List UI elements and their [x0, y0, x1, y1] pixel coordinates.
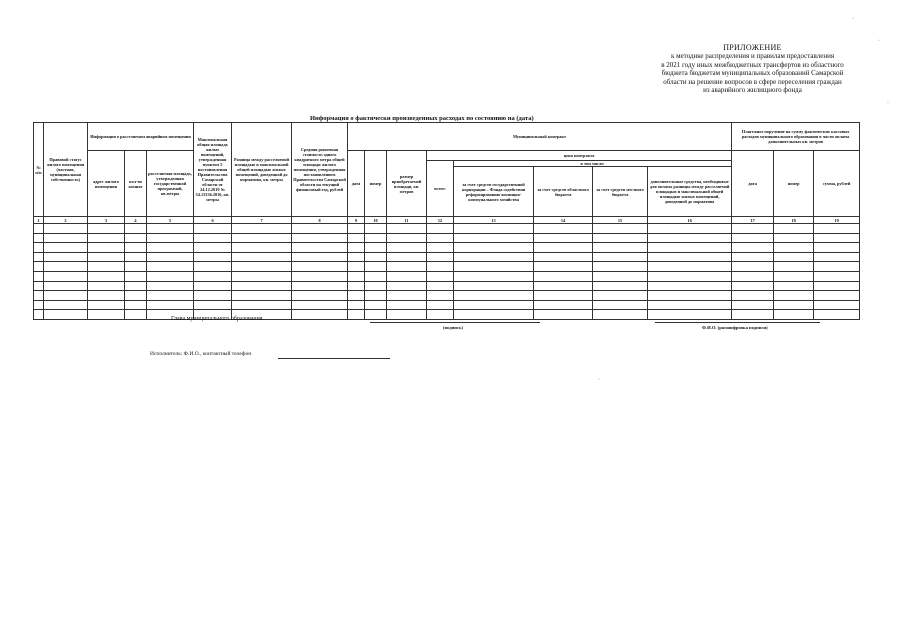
table-cell: [194, 271, 232, 281]
table-cell: [44, 300, 88, 310]
table-cell: [534, 233, 593, 243]
col-number: 17: [732, 217, 774, 224]
table-cell: [88, 291, 125, 301]
table-cell: [232, 291, 292, 301]
table-cell: [125, 252, 147, 262]
table-cell: [34, 224, 44, 234]
table-cell: [732, 300, 774, 310]
table-row: [34, 310, 860, 320]
table-cell: [44, 243, 88, 253]
table-cell: [348, 300, 365, 310]
scan-mark: ·: [887, 100, 889, 106]
table-cell: [814, 281, 860, 291]
table-cell: [34, 262, 44, 272]
table-cell: [232, 233, 292, 243]
table-cell: [454, 224, 534, 234]
table-cell: [534, 262, 593, 272]
table-cell: [365, 281, 387, 291]
header-pay-sum: сумма, рублей: [814, 151, 860, 217]
table-cell: [125, 310, 147, 320]
table-row: [34, 233, 860, 243]
header-address: адрес жилого помещения: [88, 151, 125, 217]
table-cell: [593, 262, 648, 272]
header-total: всего:: [427, 161, 454, 217]
table-cell: [348, 224, 365, 234]
col-number: 13: [454, 217, 534, 224]
table-cell: [774, 262, 814, 272]
col-number: 9: [348, 217, 365, 224]
table-cell: [348, 243, 365, 253]
table-cell: [454, 310, 534, 320]
table-cell: [427, 291, 454, 301]
appendix-line: в 2021 году иных межбюджетных трансфертов из областного: [661, 60, 844, 69]
table-cell: [125, 233, 147, 243]
header-rooms: кол-во комнат: [125, 151, 147, 217]
col-number: 10: [365, 217, 387, 224]
header-avg-cost: Средняя рыночная стоимость одного квадратного метра общей площади жилого помещения, утвержденная постановлением Правительства Самарской области на текущий финансовый год, рублей: [292, 123, 348, 217]
table-cell: [648, 243, 732, 253]
table-cell: [232, 271, 292, 281]
signature-caption: (подпись): [443, 325, 463, 330]
table-cell: [147, 262, 194, 272]
table-cell: [648, 224, 732, 234]
table-cell: [732, 262, 774, 272]
table-cell: [814, 252, 860, 262]
table-cell: [125, 300, 147, 310]
table-cell: [232, 243, 292, 253]
table-cell: [88, 271, 125, 281]
table-cell: [814, 291, 860, 301]
table-cell: [814, 262, 860, 272]
table-cell: [427, 243, 454, 253]
table-cell: [292, 281, 348, 291]
table-cell: [593, 281, 648, 291]
table-cell: [365, 243, 387, 253]
table-cell: [593, 233, 648, 243]
table-cell: [292, 252, 348, 262]
table-cell: [593, 310, 648, 320]
table-cell: [292, 300, 348, 310]
table-cell: [732, 243, 774, 253]
table-cell: [454, 233, 534, 243]
scan-mark: ·: [852, 16, 854, 22]
table-title: Информация о фактически произведенных расходах по состоянию на (дата): [310, 115, 534, 122]
table-cell: [365, 262, 387, 272]
table-cell: [194, 233, 232, 243]
table-cell: [427, 262, 454, 272]
table-row: [34, 224, 860, 234]
table-cell: [732, 281, 774, 291]
col-number: 8: [292, 217, 348, 224]
table-cell: [593, 300, 648, 310]
table-row: [34, 300, 860, 310]
header-number: номер: [365, 151, 387, 217]
table-cell: [774, 310, 814, 320]
table-cell: [427, 252, 454, 262]
col-number: 19: [814, 217, 860, 224]
table-cell: [44, 310, 88, 320]
table-cell: [125, 271, 147, 281]
table-cell: [125, 262, 147, 272]
table-cell: [194, 281, 232, 291]
table-cell: [774, 233, 814, 243]
table-cell: [454, 300, 534, 310]
table-cell: [348, 233, 365, 243]
header-pay-number: номер: [774, 151, 814, 217]
executor-label: Исполнитель: Ф.И.О., контактный телефон: [150, 351, 252, 357]
col-number: 16: [648, 217, 732, 224]
table-cell: [147, 281, 194, 291]
table-cell: [34, 233, 44, 243]
table-cell: [292, 291, 348, 301]
appendix-line: бюджета бюджетам муниципальных образований Самарской: [661, 69, 844, 78]
table-cell: [774, 252, 814, 262]
header-pay-date: дата: [732, 151, 774, 217]
table-cell: [648, 271, 732, 281]
table-cell: [34, 310, 44, 320]
table-cell: [387, 281, 427, 291]
header-incl: в том числе:: [454, 161, 732, 167]
table-cell: [593, 243, 648, 253]
signature-line: [370, 322, 540, 323]
table-row: [34, 243, 860, 253]
table-cell: [387, 271, 427, 281]
table-cell: [648, 300, 732, 310]
table-row: [34, 291, 860, 301]
table-cell: [34, 271, 44, 281]
table-cell: [814, 233, 860, 243]
table-cell: [44, 252, 88, 262]
table-cell: [365, 300, 387, 310]
table-cell: [147, 243, 194, 253]
col-number: 18: [774, 217, 814, 224]
table-cell: [365, 233, 387, 243]
table-cell: [774, 271, 814, 281]
header-price: цена контракта: [427, 151, 732, 161]
table-cell: [194, 252, 232, 262]
table-cell: [732, 252, 774, 262]
table-cell: [648, 310, 732, 320]
table-cell: [427, 271, 454, 281]
appendix-heading: ПРИЛОЖЕНИЕ: [723, 43, 782, 52]
table-cell: [194, 243, 232, 253]
col-number: 4: [125, 217, 147, 224]
table-cell: [232, 281, 292, 291]
table-cell: [34, 252, 44, 262]
table-cell: [44, 291, 88, 301]
header-info-emergency: Информация о расселяемом аварийном помещении: [88, 123, 194, 151]
col-number: 7: [232, 217, 292, 224]
table-cell: [44, 281, 88, 291]
table-cell: [232, 262, 292, 272]
table-cell: [593, 291, 648, 301]
table-cell: [732, 291, 774, 301]
header-contract: Муниципальный контракт: [348, 123, 732, 151]
col-number: 15: [593, 217, 648, 224]
table-cell: [387, 310, 427, 320]
table-cell: [292, 310, 348, 320]
table-cell: [44, 271, 88, 281]
table-body: [34, 224, 860, 320]
col-number: 1: [34, 217, 44, 224]
table-cell: [454, 262, 534, 272]
table-cell: [232, 252, 292, 262]
table-cell: [292, 271, 348, 281]
table-cell: [348, 281, 365, 291]
table-cell: [648, 281, 732, 291]
table-cell: [88, 262, 125, 272]
table-cell: [365, 310, 387, 320]
col-number: 11: [387, 217, 427, 224]
table-cell: [34, 243, 44, 253]
table-row: [34, 271, 860, 281]
col-number: 3: [88, 217, 125, 224]
header-regional: за счет средств областного бюджета: [534, 167, 593, 217]
col-number: 5: [147, 217, 194, 224]
table-cell: [732, 271, 774, 281]
table-cell: [34, 291, 44, 301]
table-cell: [387, 300, 427, 310]
table-cell: [147, 300, 194, 310]
table-cell: [44, 262, 88, 272]
table-cell: [774, 281, 814, 291]
table-cell: [292, 233, 348, 243]
table-cell: [593, 271, 648, 281]
table-cell: [194, 291, 232, 301]
table-cell: [194, 224, 232, 234]
table-cell: [534, 243, 593, 253]
table-cell: [774, 291, 814, 301]
table-cell: [348, 271, 365, 281]
table-cell: [534, 252, 593, 262]
table-cell: [534, 300, 593, 310]
table-cell: [232, 224, 292, 234]
table-cell: [194, 300, 232, 310]
table-cell: [814, 243, 860, 253]
table-cell: [34, 281, 44, 291]
appendix-block: [640, 44, 865, 94]
table-cell: [732, 224, 774, 234]
table-cell: [125, 291, 147, 301]
table-cell: [427, 300, 454, 310]
table-cell: [427, 233, 454, 243]
name-line: [655, 322, 820, 323]
table-cell: [774, 243, 814, 253]
table-cell: [147, 252, 194, 262]
table-cell: [387, 262, 427, 272]
table-cell: [534, 281, 593, 291]
table-cell: [88, 252, 125, 262]
header-max-area: Максимальная общая площадь жилых помещений, утвержденная пунктом 5 постановления Правительства Самарской области от 24.12.2019 № 54.13336.2016, кв. метры: [194, 123, 232, 217]
table-cell: [365, 252, 387, 262]
table-cell: [292, 262, 348, 272]
table-cell: [387, 233, 427, 243]
table-cell: [454, 291, 534, 301]
table-cell: [814, 310, 860, 320]
table-cell: [365, 271, 387, 281]
table-cell: [814, 271, 860, 281]
table-cell: [732, 310, 774, 320]
table-cell: [147, 224, 194, 234]
table-cell: [534, 224, 593, 234]
table-cell: [774, 224, 814, 234]
table-cell: [348, 291, 365, 301]
table-cell: [348, 262, 365, 272]
table-cell: [454, 281, 534, 291]
scan-mark: ·: [878, 38, 880, 44]
table-cell: [147, 291, 194, 301]
table-cell: [232, 300, 292, 310]
header-fund: за счет средств государственной корпорации – Фонда содействия реформированию жилищно-коммунального хозяйства: [454, 167, 534, 217]
appendix-line: к методике распределения и правилам предоставления: [670, 52, 835, 61]
table-cell: [454, 252, 534, 262]
header-num: № п/п: [34, 123, 44, 217]
table-cell: [125, 243, 147, 253]
table-cell: [427, 310, 454, 320]
table-cell: [814, 224, 860, 234]
table-cell: [427, 281, 454, 291]
table-cell: [292, 243, 348, 253]
table-cell: [88, 310, 125, 320]
header-area-diff: Разница между расселяемой площадью и максимальной общей площадью жилых помещений, доведенной до норматива, кв. метры: [232, 123, 292, 217]
header-resettled-area: расселяемая площадь, утвержденная государственной программой, кв.метры: [147, 151, 194, 217]
table-cell: [534, 271, 593, 281]
col-number: 12: [427, 217, 454, 224]
table-cell: [814, 300, 860, 310]
table-cell: [454, 271, 534, 281]
table-cell: [593, 252, 648, 262]
header-acquired-area: размер приобретаемой площади, кв. метров: [387, 151, 427, 217]
report-table: [33, 122, 860, 320]
header-payment-order: Платежное поручение на сумму фактических кассовых расходов муниципального образования в части оплаты дополнительных кв. метров: [732, 123, 860, 151]
table-cell: [534, 291, 593, 301]
table-cell: [648, 262, 732, 272]
table-cell: [44, 233, 88, 243]
table-cell: [387, 252, 427, 262]
table-cell: [88, 300, 125, 310]
table-cell: [593, 224, 648, 234]
scan-mark: ·: [598, 377, 600, 383]
appendix-line: из аварийного жилищного фонда: [703, 86, 802, 95]
header-local: за счет средств местного бюджета: [593, 167, 648, 217]
table-cell: [88, 281, 125, 291]
table-cell: [147, 271, 194, 281]
col-number: 2: [44, 217, 88, 224]
header-additional: дополнительные средства, необходимые для оплаты разницы между расселяемой площадью и максимальной общей площадью жилых помещений, доведенной до норматива: [648, 167, 732, 217]
table-cell: [732, 233, 774, 243]
table-cell: [88, 233, 125, 243]
col-number: 6: [194, 217, 232, 224]
table-cell: [648, 291, 732, 301]
table-cell: [88, 224, 125, 234]
col-number: 14: [534, 217, 593, 224]
table-cell: [387, 243, 427, 253]
header-legal-status: Правовой статус жилого помещения (частная, муниципальная собственность): [44, 123, 88, 217]
appendix-line: области на решение вопросов в сфере переселения граждан: [663, 77, 842, 86]
table-cell: [774, 300, 814, 310]
table-row: [34, 262, 860, 272]
table-cell: [534, 310, 593, 320]
name-caption: Ф.И.О. (расшифровка подписи): [702, 325, 768, 330]
table-cell: [387, 291, 427, 301]
table-cell: [292, 224, 348, 234]
table-cell: [125, 281, 147, 291]
table-row: [34, 252, 860, 262]
table-cell: [387, 224, 427, 234]
table-cell: [348, 252, 365, 262]
header-date: дата: [348, 151, 365, 217]
table-cell: [365, 291, 387, 301]
head-label: Глава муниципального образования: [171, 316, 263, 322]
table-cell: [34, 300, 44, 310]
executor-line: [278, 358, 390, 359]
table-cell: [365, 224, 387, 234]
table-row: [34, 281, 860, 291]
table-cell: [648, 252, 732, 262]
table-cell: [44, 224, 88, 234]
table-cell: [648, 233, 732, 243]
table-cell: [348, 310, 365, 320]
table-cell: [125, 224, 147, 234]
table-cell: [147, 233, 194, 243]
table-cell: [88, 243, 125, 253]
table-cell: [427, 224, 454, 234]
table-cell: [454, 243, 534, 253]
table-cell: [194, 262, 232, 272]
